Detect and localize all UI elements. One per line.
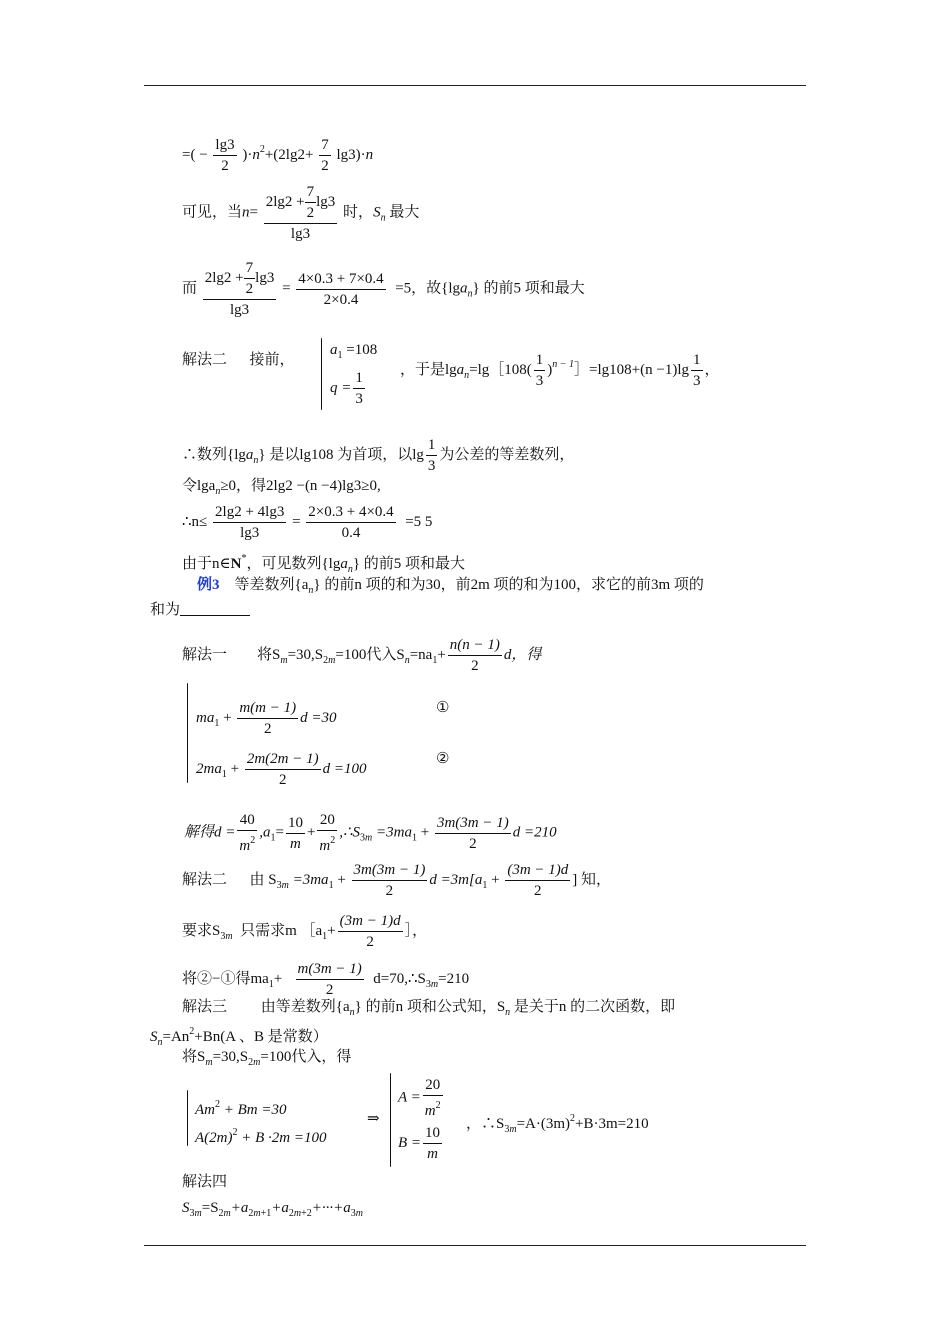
answer-blank	[180, 601, 250, 616]
system-brace-2	[187, 683, 188, 783]
requirement-line: 要求$S_{3m}$ 只需求m $[a_1+$ $\frac{(3m - 1)d}{2}$ ］，	[182, 913, 428, 950]
example-3-question: 例3 等差数列$\{a_n\}$ 的前n 项的和为30，前2m 项的和为100，求它的前3m 项的	[197, 577, 704, 596]
equation-2: $2ma_1$ + $\frac{2m(2m - 1)}{2}$ d =100 ②	[196, 751, 450, 788]
system3-eq-2: $A(2m)^2 + B \cdot 2m =100$	[195, 1127, 327, 1146]
solution-two-line: 解法二 接前，	[182, 352, 295, 368]
s3m-result: ，$\therefore S_{3m}=A\cdot(3m)^2+B\cdot 3m=210$	[466, 1113, 649, 1135]
system-brace-1	[321, 338, 322, 410]
formula-line-3: 而 2lg2 + $\frac{7}{2}$ lg3 lg3 = $\frac{4\times 0.3 + 7\times 0.4}{2\times 0.4}$ =5，故{lga$_n$} 的前5 项和最大	[182, 260, 585, 318]
sum-decomposition: $S_{3m}=S_{2m}+a_{2m+1}+a_{2m+2}+\cdot\cdot\cdot+a_{3m}$	[182, 1200, 364, 1219]
inequality-line: 令lga$_n$≥0，得2lg2 −(n −4)lg3≥0,	[182, 478, 381, 497]
implies-arrow: ⇒	[367, 1111, 380, 1127]
formula-line-1: =( − $\frac{\lg 3}{2}$ )$\cdot n^2+(2\lg 2+$ $\frac{7}{2}$ lg3)·n	[182, 137, 374, 174]
system-brace-4	[390, 1073, 391, 1167]
example-3-question-cont: 和为	[150, 600, 250, 620]
solution-one-line: 解法一 将$S_m=30,S_{2m}=100$代入$S_n=na_1+$ $\frac{n(n - 1)}{2}$ d，得	[182, 637, 542, 674]
lg-an-expression: ，于是lga$_n$=lg［108( $\frac{1}{3}$ )$^{n - 1}$］=lg108+(n −1)lg $\frac{1}{3}$ ，	[400, 352, 720, 389]
quadratic-form-line: $S_n=An^2+Bn(A$ 、B 是常数）	[150, 1026, 328, 1048]
solution-A: A = $\frac{20}{m^2}$	[398, 1077, 441, 1119]
bottom-rule	[144, 1245, 806, 1246]
n-bound-line: ∴n≤ $\frac{2\lg 2 + 4\lg 3}{\lg 3}$ = $\frac{2\times 0.3 + 4\times 0.4}{0.4}$ =5 5	[182, 504, 433, 541]
substitute-line: 将$S_m=30,S_{2m}=100$代入，得	[182, 1049, 352, 1068]
solution-two-b-line: 解法二 由 $S_{3m} =3ma_1$ + $\frac{3m(3m - 1)}{2}$ $d =3m[a_1$ + $\frac{(3m - 1)d}{2}$ ] 知，	[182, 862, 612, 899]
sequence-statement: ∴数列{lga$_n$} 是以lg108 为首项，以lg $\frac{1}{3}$ 为公差的等差数列，	[182, 437, 575, 474]
system-brace-3	[187, 1090, 188, 1146]
formula-line-2: 可见，当n= 2lg2 + $\frac{7}{2}$ lg3 lg3 时，$S_n$ 最大	[182, 184, 420, 242]
system3-eq-1: Am$^2$ + Bm =30	[195, 1099, 287, 1118]
system-eq-a1: $a_1 =108$	[330, 342, 378, 361]
solution-B: B = $\frac{10}{m}$	[398, 1125, 441, 1162]
example-3-heading: 例3	[197, 577, 220, 593]
equation-1: $ma_1$ + $\frac{m(m - 1)}{2}$ d =30 ①	[196, 700, 450, 737]
top-rule	[144, 85, 806, 86]
result-line: 解得d = $\frac{40}{m^2}$ $,a_1=$ $\frac{10}{m}$ + $\frac{20}{m^2}$ $,\therefore S_{3m} =3ma_1$ + $\frac{3m(3m - 1)}{2}$ d =210	[184, 812, 557, 854]
conclusion-line: 由于n∈N*，可见数列{lga$_n$} 的前5 项和最大	[182, 553, 466, 575]
solution-three-line: 解法三 由等差数列$\{a_n\}$ 的前n 项和公式知，$S_n$ 是关于n 的二次函数，即	[182, 999, 676, 1018]
solution-four-heading: 解法四	[182, 1174, 228, 1190]
subtract-line: 将②−①得$ma_1+$ $\frac{m(3m - 1)}{2}$ $d=70,\therefore S_{3m}=210$	[182, 961, 470, 998]
system-eq-q: q = $\frac{1}{3}$	[330, 370, 363, 407]
